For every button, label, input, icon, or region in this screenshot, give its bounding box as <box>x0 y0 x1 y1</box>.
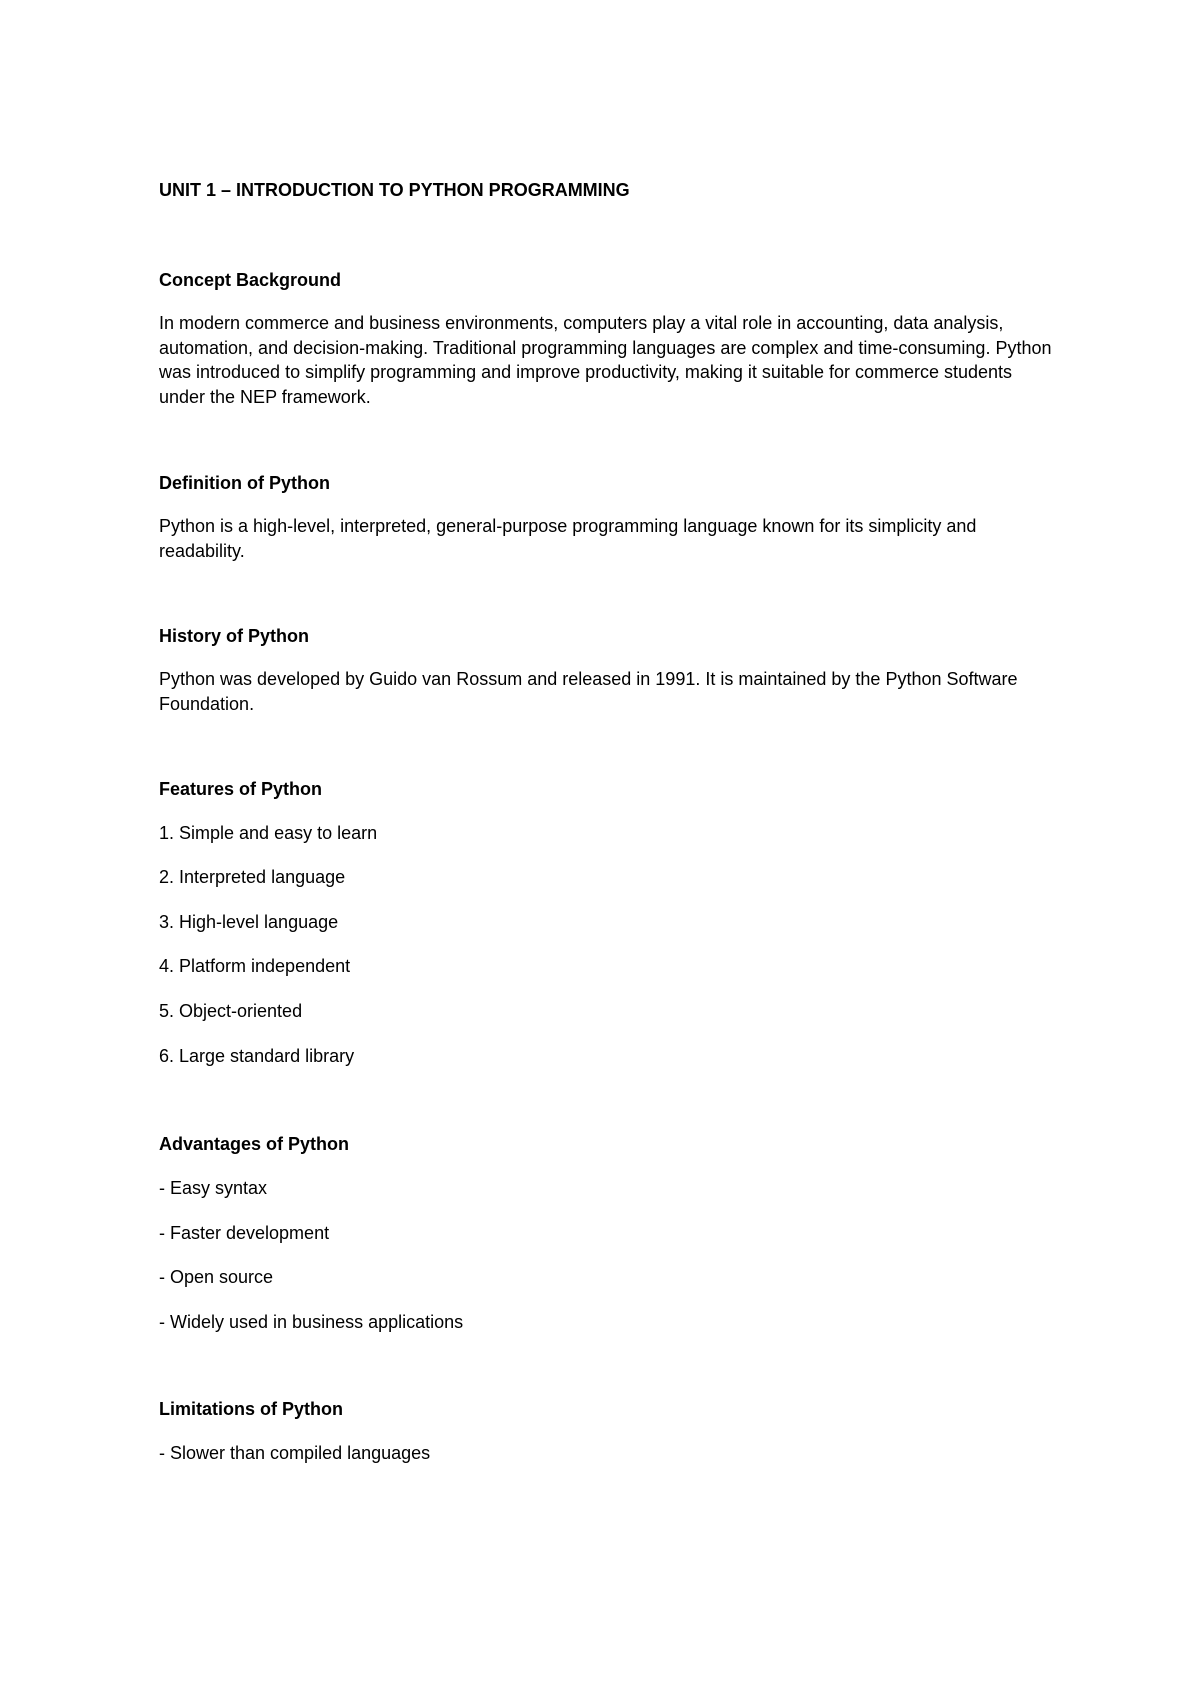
section-heading-history: History of Python <box>159 626 310 646</box>
list-item: 5. Object-oriented <box>159 1001 303 1021</box>
section-heading-features: Features of Python <box>159 779 323 799</box>
paragraph-concept-background: In modern commerce and business environments, computers play a vital role in accounting, data analysis, automation, and decision-making. Traditional programming languages are complex and time-consuming. Python was introduced to simplify programming and improve productivity, making it suitable for commerce students under the NEP framework. <box>159 313 1052 407</box>
section-heading-concept-background: Concept Background <box>159 270 342 290</box>
list-item: - Faster development <box>159 1223 330 1243</box>
paragraph-history: Python was developed by Guido van Rossum and released in 1991. It is maintained by the Python Software Foundation. <box>159 669 1018 714</box>
document-content <box>159 178 1059 1465</box>
list-item: - Slower than compiled languages <box>159 1443 431 1463</box>
document-title: UNIT 1 – INTRODUCTION TO PYTHON PROGRAMMING <box>159 180 630 200</box>
list-item: - Open source <box>159 1267 274 1287</box>
section-heading-definition: Definition of Python <box>159 473 330 493</box>
list-item: 2. Interpreted language <box>159 867 346 887</box>
list-item: 6. Large standard library <box>159 1046 355 1066</box>
list-item: 3. High-level language <box>159 912 339 932</box>
list-item: - Easy syntax <box>159 1178 268 1198</box>
paragraph-definition: Python is a high-level, interpreted, general-purpose programming language known for its simplicity and readability. <box>159 516 977 561</box>
section-heading-limitations: Limitations of Python <box>159 1399 343 1419</box>
list-item: 4. Platform independent <box>159 956 351 976</box>
list-item: 1. Simple and easy to learn <box>159 823 378 843</box>
section-heading-advantages: Advantages of Python <box>159 1134 350 1154</box>
list-item: - Widely used in business applications <box>159 1312 464 1332</box>
